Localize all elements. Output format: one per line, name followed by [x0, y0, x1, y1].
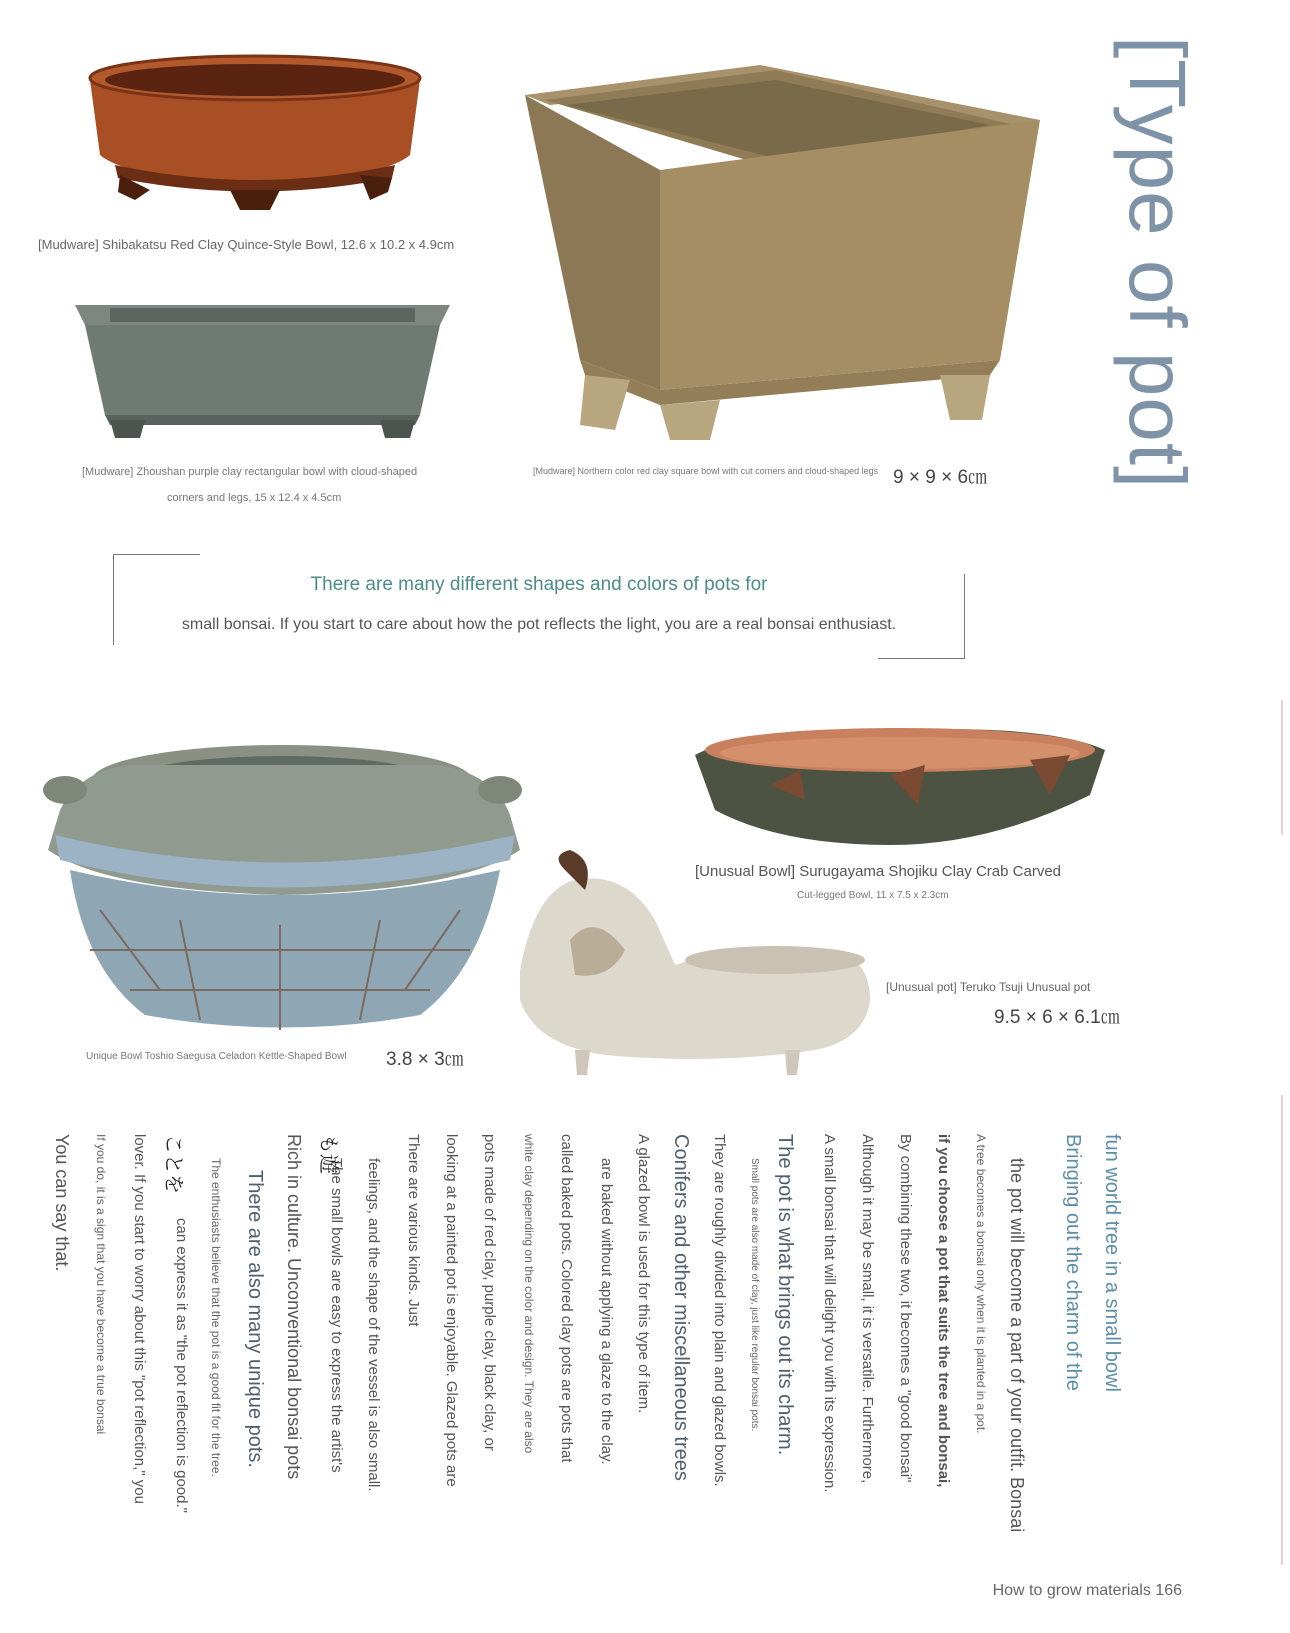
body-col-4: A tree becomes a bonsai only when it is planted in a pot. [974, 1134, 988, 1434]
body-col-8: A small bonsai that will delight you with its expression. [821, 1134, 838, 1493]
body-col-3: the pot will become a part of your outfit. Bonsai [1007, 1158, 1027, 1533]
body-col-16: white clay depending on the color and design. They are also [522, 1134, 536, 1454]
body-col-24: The enthusiasts believe that the pot is a good fit for the tree. [209, 1158, 223, 1477]
intro-box [113, 554, 965, 658]
intro-line-1: There are many different shapes and colors of pots for [310, 574, 768, 595]
red-clay-quince-bowl-image [80, 50, 430, 215]
pot6-caption: Unique Bowl Toshio Saegusa Celadon Kettle-Shaped Bowl [86, 1051, 347, 1062]
edge-mark [1281, 1095, 1283, 1565]
body-col-28: You can say that. [52, 1134, 72, 1272]
body-col-7: Although it may be small, it is versatile. Furthermore, [859, 1134, 876, 1484]
body-col-17: pots made of red clay, purple clay, black clay, or [481, 1134, 498, 1451]
edge-mark [1281, 700, 1283, 835]
body-col-12: Conifers and other miscellaneous trees [670, 1134, 692, 1481]
body-col-11: They are roughly divided into plain and glazed bowls. [711, 1134, 728, 1487]
pot2-caption-line1: [Mudware] Zhoushan purple clay rectangular bowl with cloud-shaped [82, 466, 418, 478]
teruko-tsuji-unusual-pot-image [515, 850, 875, 1085]
page-title-wrap [1112, 36, 1202, 490]
body-col-6: By combining these two, it becomes a "good bonsai" [897, 1134, 914, 1483]
page-footer: How to grow materials 166 [992, 1582, 1182, 1599]
pot5-dimensions: 9.5 × 6 × 6.1㎝ [994, 1007, 1120, 1028]
body-col-jp-2: ことを [162, 1134, 186, 1194]
crab-carved-bowl-image [690, 715, 1110, 855]
body-col-15: called baked pots. Colored clay pots are pots that [558, 1134, 575, 1463]
body-col-14: are baked without applying a glaze to the clay. [598, 1158, 615, 1465]
page-title: [Type of pot] [1113, 36, 1202, 490]
pot6-dimensions: 3.8 × 3㎝ [386, 1049, 464, 1070]
pot4-caption-line2: Cut-legged Bowl, 11 x 7.5 x 2.3cm [797, 890, 949, 901]
body-col-2: Bringing out the charm of the [1062, 1134, 1084, 1391]
pot3-caption: [Mudware] Northern color red clay square bowl with cut corners and cloud-shaped legs [533, 466, 879, 476]
body-col-9: The pot is what brings out its charm. [774, 1134, 796, 1456]
body-col-27: If you do, it is a sign that you have become a true bonsai [94, 1134, 108, 1435]
celadon-kettle-bowl-image [40, 740, 525, 1040]
body-col-26: lover. If you start to worry about this "pot reflection," you [131, 1134, 148, 1504]
body-col-23: There are also many unique pots. [244, 1170, 266, 1468]
body-col-13: A glazed bowl is used for this type of item. [635, 1134, 652, 1414]
zhoushan-rectangular-bowl-image [70, 300, 455, 440]
body-col-19: There are various kinds. Just [405, 1134, 422, 1327]
pot3-dimensions: 9 × 9 × 6㎝ [893, 467, 988, 488]
body-col-5: if you choose a pot that suits the tree and bonsai, [935, 1134, 952, 1488]
northern-square-bowl-image [520, 60, 1040, 440]
body-col-21: The small bowls are easy to express the artist's [328, 1158, 345, 1473]
body-col-22: Rich in culture. Unconventional bonsai pots [284, 1134, 304, 1480]
intro-line-2: small bonsai. If you start to care about how the pot reflects the light, you are a real bonsai enthusiast. [181, 616, 897, 633]
pot5-caption: [Unusual pot] Teruko Tsuji Unusual pot [886, 980, 1091, 994]
body-col-20: feelings, and the shape of the vessel is also small. [365, 1158, 382, 1492]
pot2-caption-line2: corners and legs, 15 x 12.4 x 4.5cm [167, 492, 342, 504]
body-col-25: can express it as "the pot reflection is good." [173, 1218, 190, 1513]
pot1-caption: [Mudware] Shibakatsu Red Clay Quince-Style Bowl, 12.6 x 10.2 x 4.9cm [38, 237, 455, 252]
body-col-10: Small pots are also made of clay, just like regular bonsai pots. [749, 1158, 760, 1432]
body-col-18: looking at a painted pot is enjoyable. Glazed pots are [443, 1134, 460, 1487]
body-col-1: fun world tree in a small bowl [1101, 1134, 1123, 1392]
pot4-caption-line1: [Unusual Bowl] Surugayama Shojiku Clay Crab Carved [695, 863, 1062, 880]
body-col-jp-1: も遊 [317, 1134, 341, 1174]
